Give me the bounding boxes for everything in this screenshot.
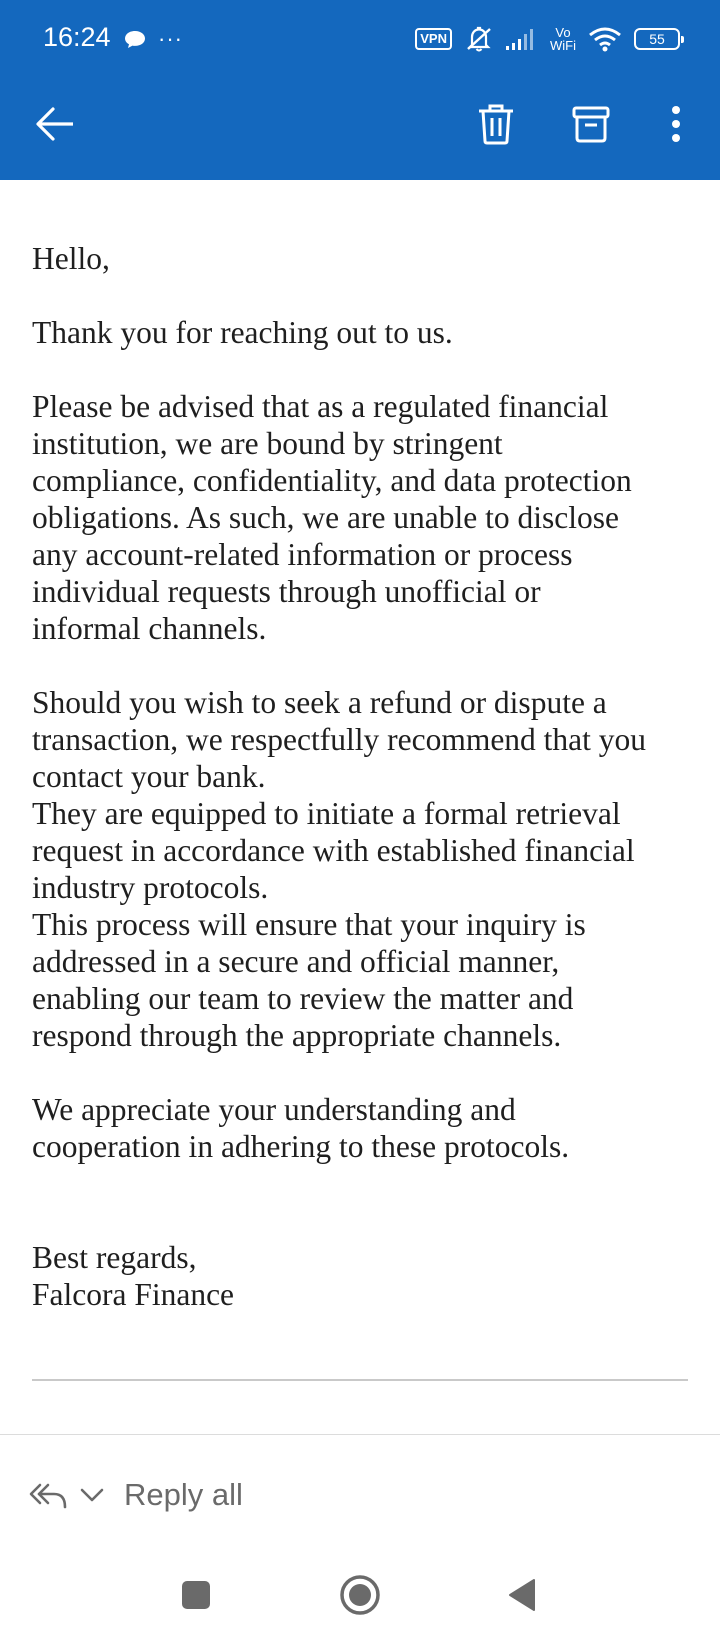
battery-indicator: 55 xyxy=(634,28,680,50)
email-greeting: Hello, xyxy=(32,241,110,276)
status-system-icons xyxy=(415,22,680,56)
square-icon xyxy=(181,1580,211,1610)
email-signature: Falcora Finance xyxy=(32,1277,235,1312)
reply-bar[interactable] xyxy=(28,1470,243,1520)
app-bar xyxy=(0,0,720,180)
vpn-icon: VPN xyxy=(415,28,452,50)
chat-bubble-icon xyxy=(124,29,146,49)
reply-all-icon xyxy=(28,1479,68,1511)
archive-button[interactable] xyxy=(564,97,618,151)
delete-button[interactable] xyxy=(469,97,523,151)
back-button[interactable] xyxy=(28,97,82,151)
archive-icon xyxy=(572,105,610,143)
mute-bell-icon xyxy=(464,25,494,53)
email-body xyxy=(32,240,692,1313)
email-paragraph-1: Thank you for reaching out to us. xyxy=(32,315,453,350)
nav-home-button[interactable] xyxy=(330,1570,390,1620)
wifi-icon xyxy=(588,26,622,52)
chevron-down-icon[interactable] xyxy=(78,1485,106,1505)
email-paragraph-2: Please be advised that as a regulated financial institution, we are bound by stringent compliance, confidentiality, and data protection obligations. As such, we are unable to disclose any account-related information or process individual requests through unofficial or informal channels. xyxy=(32,389,632,646)
email-paragraph-3: Should you wish to seek a refund or dispute a transaction, we respectfully recommend that you contact your bank. They are equipped to initiate a formal retrieval request in accordance with established financial industry protocols. This process will ensure that your inquiry is addressed in a secure and official manner, enabling our team to review the matter and respond through the appropriate channels. xyxy=(32,685,647,1053)
home-circle-icon xyxy=(339,1574,381,1616)
overflow-dots: ··· xyxy=(158,26,183,51)
nav-recents-button[interactable] xyxy=(166,1570,226,1620)
reply-bar-divider xyxy=(0,1434,720,1435)
triangle-back-icon xyxy=(506,1577,538,1613)
more-vertical-icon xyxy=(671,106,681,142)
email-paragraph-4: We appreciate your understanding and cooperation in adhering to these protocols. xyxy=(32,1092,570,1164)
vowifi-indicator: Vo WiFi xyxy=(550,25,576,53)
reply-all-button[interactable]: Reply all xyxy=(124,1477,243,1512)
status-time: 16:24 xyxy=(43,22,111,52)
signature-divider xyxy=(32,1379,688,1381)
more-options-button[interactable] xyxy=(649,97,703,151)
status-notifications xyxy=(124,26,183,52)
signal-icon xyxy=(506,28,538,50)
nav-back-button[interactable] xyxy=(492,1570,552,1620)
trash-icon xyxy=(477,103,515,145)
email-signoff: Best regards, xyxy=(32,1240,197,1275)
arrow-back-icon xyxy=(35,107,75,141)
